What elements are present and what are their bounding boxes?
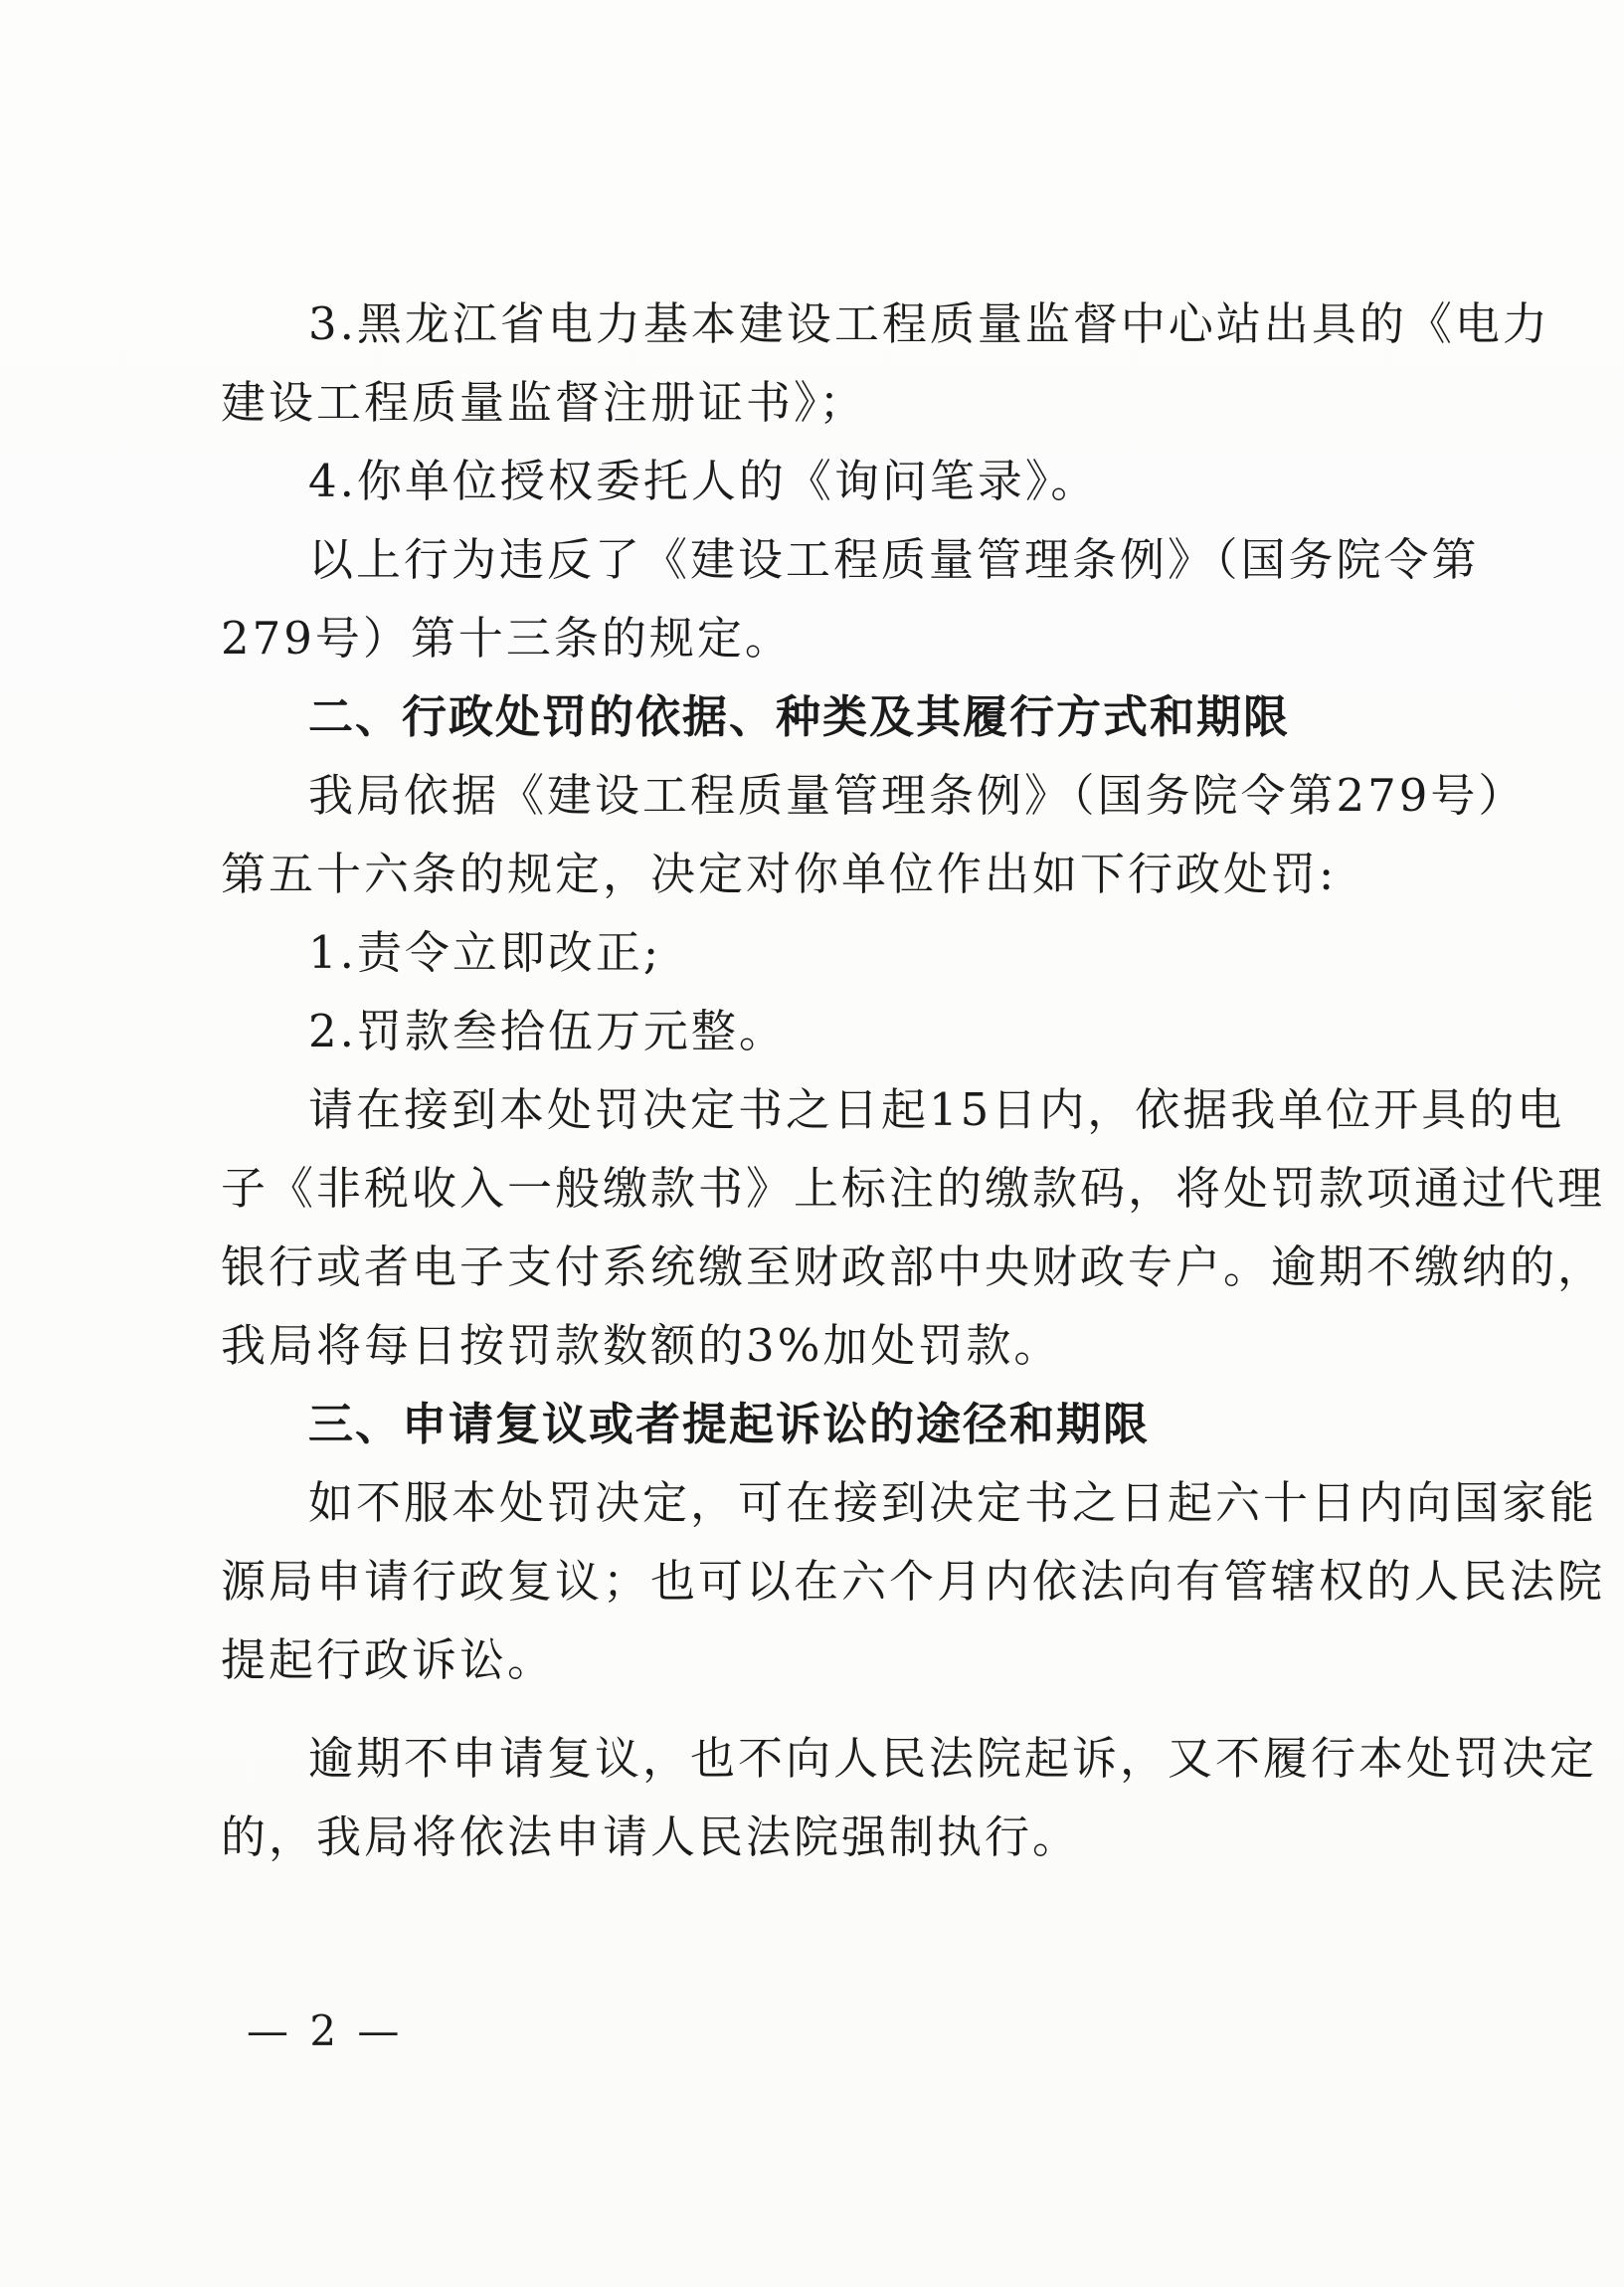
page-number: — 2 — xyxy=(247,2006,404,2055)
payment-instructions-line-3: 银行或者电子支付系统缴至财政部中央财政专户。逾期不缴纳的， xyxy=(221,1240,1606,1293)
enforcement-paragraph: 逾期不申请复议，也不向人民法院起诉，又不履行本处罚决定 xyxy=(308,1732,1598,1785)
payment-instructions-line-4: 我局将每日按罚款数额的3%加处罚款。 xyxy=(221,1319,1062,1372)
evidence-item-3: 3.黑龙江省电力基本建设工程质量监督中心站出具的《电力 xyxy=(308,297,1550,350)
payment-instructions-line-2: 子《非税收入一般缴款书》上标注的缴款码，将处罚款项通过代理 xyxy=(221,1162,1606,1215)
appeal-paragraph-line-3: 提起行政诉讼。 xyxy=(221,1633,556,1686)
document-body xyxy=(221,285,1606,1876)
paragraph-spacer xyxy=(221,1699,1429,1719)
violation-statement: 以上行为违反了《建设工程质量管理条例》（国务院令第 xyxy=(308,533,1480,586)
penalty-item-2: 2.罚款叁拾伍万元整。 xyxy=(308,1005,787,1057)
evidence-item-3-continued: 建设工程质量监督注册证书》； xyxy=(221,376,867,429)
enforcement-paragraph-continued: 的，我局将依法申请人民法院强制执行。 xyxy=(221,1811,1081,1863)
penalty-basis-paragraph-continued: 第五十六条的规定，决定对你单位作出如下行政处罚: xyxy=(221,848,1338,900)
penalty-item-1: 1.责令立即改正; xyxy=(308,926,662,979)
appeal-paragraph-line-2: 源局申请行政复议；也可以在六个月内依法向有管辖权的人民法院 xyxy=(221,1555,1606,1608)
payment-instructions: 请在接到本处罚决定书之日起15日内，依据我单位开具的电 xyxy=(308,1083,1565,1136)
evidence-item-4: 4.你单位授权委托人的《询问笔录》。 xyxy=(308,455,1099,507)
penalty-basis-paragraph: 我局依据《建设工程质量管理条例》（国务院令第279号） xyxy=(308,769,1527,822)
section-heading-penalty-basis: 二、行政处罚的依据、种类及其履行方式和期限 xyxy=(308,690,1291,743)
violation-statement-continued: 279号）第十三条的规定。 xyxy=(221,612,793,665)
appeal-paragraph: 如不服本处罚决定，可在接到决定书之日起六十日内向国家能 xyxy=(308,1476,1598,1529)
section-heading-appeal: 三、申请复议或者提起诉讼的途径和期限 xyxy=(308,1398,1151,1450)
